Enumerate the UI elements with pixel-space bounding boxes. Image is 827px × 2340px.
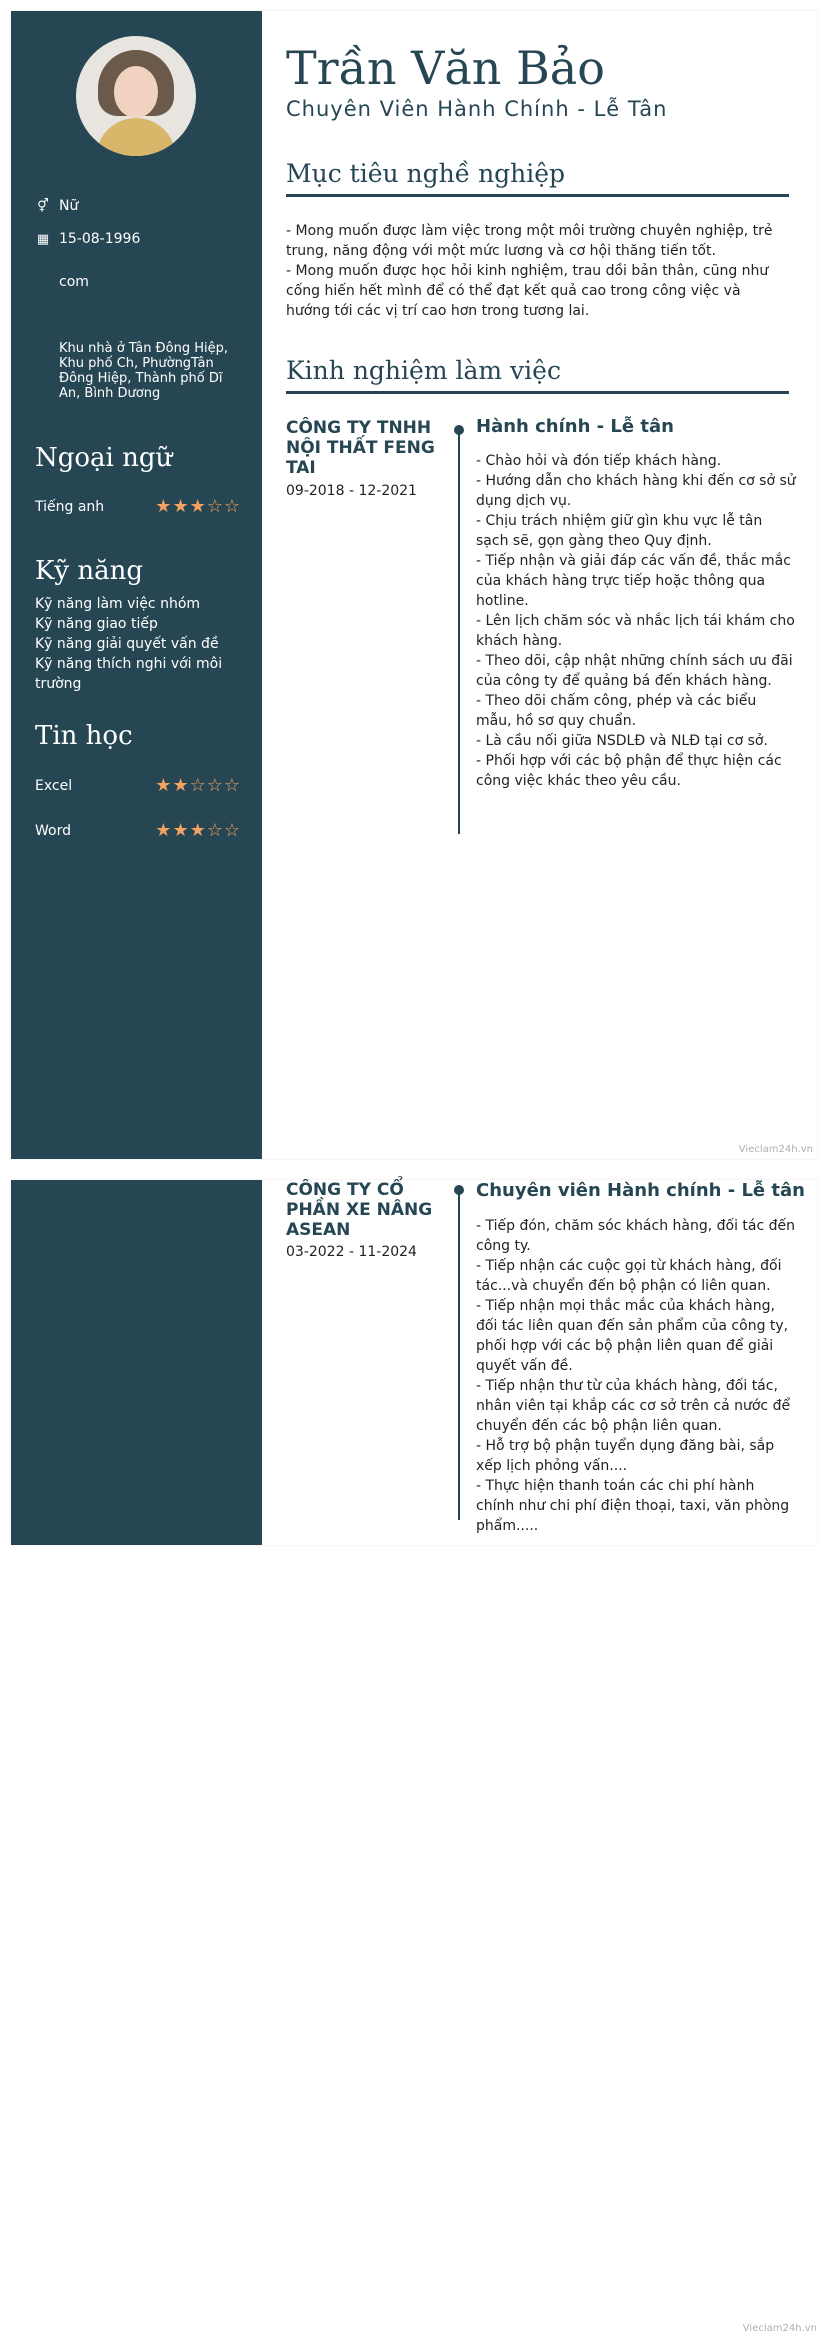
star-empty-icon: ☆	[223, 775, 240, 796]
star-empty-icon: ☆	[206, 820, 223, 841]
rating-stars	[155, 498, 240, 516]
objective-text	[286, 221, 789, 321]
date-separator: -	[348, 1244, 355, 1260]
avatar	[76, 36, 196, 156]
address: Khu nhà ở Tân Đông Hiệp, Khu phố Ch, PhườngTân Đông Hiệp, Thành phố Dĩ An, Bình Dương	[59, 341, 228, 401]
page-watermark: Vieclam24h.vn	[742, 2323, 817, 2334]
timeline-line	[458, 1190, 460, 1520]
rating-stars	[155, 777, 240, 795]
duty-item: - Tiếp đón, chăm sóc khách hàng, đối tác đến công ty.	[476, 1218, 796, 1254]
candidate-name: Trần Văn Bảo	[286, 41, 605, 95]
duty-item: - Tiếp nhận mọi thắc mắc của khách hàng, đối tác liên quan đến sản phẩm của công ty, phối hợp với các bộ phận liên quan để giải quyết vấn đề.	[476, 1298, 789, 1374]
rating-stars	[155, 822, 240, 840]
job-role: Hành chính - Lễ tân	[476, 416, 674, 437]
skills-heading: Kỹ năng	[35, 556, 144, 586]
duty-item: - Hỗ trợ bộ phận tuyển dụng đăng bài, sắp xếp lịch phỏng vấn....	[476, 1438, 775, 1474]
duty-item: - Chào hỏi và đón tiếp khách hàng.	[476, 453, 722, 469]
cv-page-1	[11, 11, 817, 1159]
star-empty-icon: ☆	[206, 496, 223, 517]
duty-item: - Chịu trách nhiệm giữ gìn khu vực lễ tân sạch sẽ, gọn gàng theo Quy định.	[476, 513, 763, 549]
duty-item: - Lên lịch chăm sóc và nhắc lịch tái khám cho khách hàng.	[476, 613, 795, 649]
skill-item: Kỹ năng giải quyết vấn đề	[35, 636, 219, 652]
objective-heading: Mục tiêu nghề nghiệp	[286, 159, 789, 197]
star-empty-icon: ☆	[223, 820, 240, 841]
star-empty-icon: ☆	[189, 775, 206, 796]
language-name: Tiếng anh	[35, 499, 105, 515]
skill-item: Kỹ năng giao tiếp	[35, 616, 158, 632]
job-dates	[286, 483, 417, 499]
watermark: Vieclam24h.vn	[738, 1144, 813, 1155]
gender-value: Nữ	[59, 198, 79, 214]
star-filled-icon: ★	[189, 820, 206, 841]
birthday-value: 15-08-1996	[59, 231, 141, 247]
start-date: 03-2022	[286, 1244, 345, 1260]
company-name: CÔNG TY TNHH NỘI THẤT FENG TAI	[286, 418, 435, 478]
objective-line: - Mong muốn được học hỏi kinh nghiệm, trau dồi bản thân, cũng như cống hiến hết mình để có thể đạt kết quả cao trong công việc và hướng tới các vị trí cao hơn trong tương lai.	[286, 263, 769, 319]
job-duties	[476, 451, 796, 791]
gender-icon: ⚥	[37, 198, 49, 214]
sidebar	[11, 11, 262, 1159]
star-empty-icon: ☆	[223, 496, 240, 517]
company-name: CÔNG TY CỔ PHẦN XE NÂNG ASEAN	[286, 1180, 433, 1240]
language-row	[35, 498, 240, 516]
calendar-icon: ▦	[36, 231, 50, 247]
skills-list	[35, 594, 235, 694]
main-content	[262, 1180, 817, 1545]
job-title: Chuyên Viên Hành Chính - Lễ Tân	[286, 97, 668, 121]
star-filled-icon: ★	[155, 496, 172, 517]
star-filled-icon: ★	[172, 820, 189, 841]
duty-item: - Tiếp nhận thư từ của khách hàng, đối tác, nhân viên tại khắp các cơ sở trên cả nước để chuyển đến các bộ phận liên quan.	[476, 1378, 791, 1434]
main-content	[262, 11, 817, 1159]
job-role: Chuyên viên Hành chính - Lễ tân	[476, 1180, 805, 1201]
timeline-line	[458, 431, 460, 834]
duty-item: - Tiếp nhận và giải đáp các vấn đề, thắc mắc của khách hàng trực tiếp hoặc thông qua hotline.	[476, 553, 791, 609]
duty-item: - Theo dõi, cập nhật những chính sách ưu đãi của công ty để quảng bá đến khách hàng.	[476, 653, 793, 689]
computer-heading: Tin học	[35, 721, 133, 751]
job-dates	[286, 1244, 417, 1260]
duty-item: - Thực hiện thanh toán các chi phí hành chính như chi phí điện thoại, taxi, văn phòng phẩm.....	[476, 1478, 790, 1534]
computer-skill-name: Excel	[35, 778, 73, 794]
email-row	[59, 274, 89, 290]
star-filled-icon: ★	[172, 496, 189, 517]
duty-item: - Phối hợp với các bộ phận để thực hiện các công việc khác theo yêu cầu.	[476, 753, 782, 789]
cv-page-2	[11, 1180, 817, 1545]
job-duties	[476, 1216, 796, 1536]
computer-skill-name: Word	[35, 823, 71, 839]
computer-row-excel	[35, 777, 240, 795]
start-date: 09-2018	[286, 483, 345, 499]
languages-heading: Ngoại ngữ	[35, 443, 173, 473]
objective-line: - Mong muốn được làm việc trong một môi trường chuyên nghiệp, trẻ trung, năng động với một mức lương và cơ hội thăng tiến tốt.	[286, 223, 773, 259]
sidebar	[11, 1180, 262, 1545]
star-filled-icon: ★	[155, 820, 172, 841]
skill-item: Kỹ năng làm việc nhóm	[35, 596, 201, 612]
end-date: 11-2024	[358, 1244, 417, 1260]
skill-item: Kỹ năng thích nghi với môi trường	[35, 656, 223, 692]
email-value: com	[59, 274, 89, 290]
computer-row-word	[35, 822, 240, 840]
gender-row	[35, 198, 78, 214]
birthday-row	[35, 231, 140, 247]
star-empty-icon: ☆	[206, 775, 223, 796]
end-date: 12-2021	[358, 483, 417, 499]
duty-item: - Tiếp nhận các cuộc gọi từ khách hàng, đối tác...và chuyển đến bộ phận có liên quan.	[476, 1258, 782, 1294]
duty-item: - Hướng dẫn cho khách hàng khi đến cơ sở sử dụng dịch vụ.	[476, 473, 796, 509]
experience-heading: Kinh nghiệm làm việc	[286, 356, 789, 394]
star-filled-icon: ★	[172, 775, 189, 796]
star-filled-icon: ★	[155, 775, 172, 796]
duty-item: - Theo dõi chấm công, phép và các biểu mẫu, hồ sơ quy chuẩn.	[476, 693, 757, 729]
date-separator: -	[348, 483, 355, 499]
star-filled-icon: ★	[189, 496, 206, 517]
duty-item: - Là cầu nối giữa NSDLĐ và NLĐ tại cơ sở.	[476, 733, 768, 749]
